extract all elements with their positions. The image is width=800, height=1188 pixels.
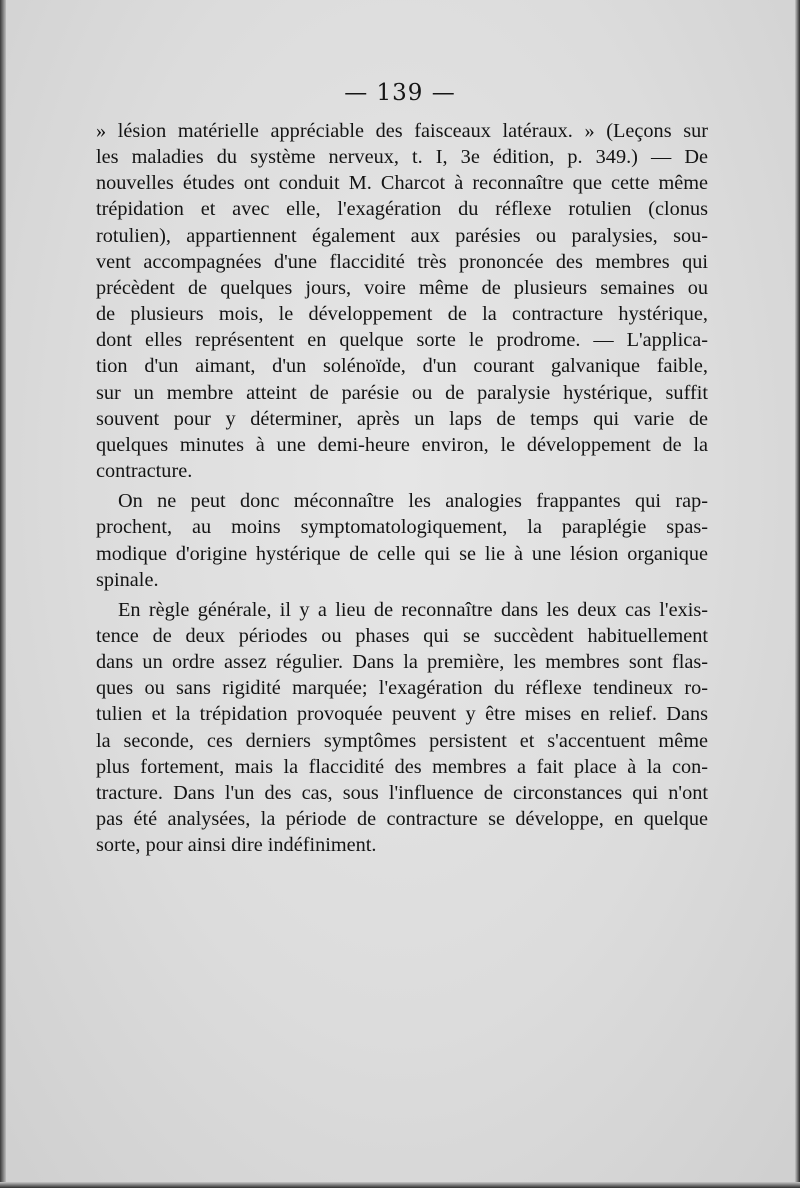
text-line: spinale. — [96, 568, 159, 591]
page-edge-right — [795, 0, 800, 1188]
page-edge-left — [0, 0, 6, 1188]
page-edge-bottom — [0, 1182, 800, 1188]
text-line: pas été analysées, la période de contracture se développe, en quelque — [96, 808, 708, 831]
text-line: plus fortement, mais la flaccidité des membres a fait place à la con- — [96, 755, 708, 778]
text-line: nouvelles études ont conduit M. Charcot à reconnaître que cette même — [96, 172, 708, 195]
text-line: les maladies du système nerveux, t. I, 3e édition, p. 349.) — De — [96, 146, 708, 169]
text-line: modique d'origine hystérique de celle qui se lie à une lésion organique — [96, 542, 708, 565]
text-line: précèdent de quelques jours, voire même de plusieurs semaines ou — [96, 276, 708, 299]
text-line: sorte, pour ainsi dire indéfiniment. — [96, 834, 377, 857]
text-line: la seconde, ces derniers symptômes persistent et s'accentuent même — [96, 729, 708, 752]
text-line: dont elles représentent en quelque sorte le prodrome. — L'applica- — [96, 329, 708, 352]
text-line: sur un membre atteint de parésie ou de paralysie hystérique, suffit — [96, 381, 708, 404]
text-line: contracture. — [96, 460, 193, 483]
text-line: ques ou sans rigidité marquée; l'exagération du réflexe tendineux ro- — [96, 677, 708, 700]
paragraph-2 — [96, 488, 708, 593]
text-line: vent accompagnées d'une flaccidité très prononcée des membres qui — [96, 250, 708, 273]
text-line: souvent pour y déterminer, après un laps de temps qui varie de — [96, 407, 708, 430]
text-line: tion d'un aimant, d'un solénoïde, d'un courant galvanique faible, — [96, 355, 708, 378]
text-line: » lésion matérielle appréciable des faisceaux latéraux. » (Leçons sur — [96, 120, 708, 142]
text-line: dans un ordre assez régulier. Dans la première, les membres sont flas- — [96, 651, 708, 674]
text-line: En règle générale, il y a lieu de reconnaître dans les deux cas l'exis- — [118, 598, 708, 621]
text-line: tulien et la trépidation provoquée peuvent y être mises en relief. Dans — [96, 703, 708, 726]
page-number: — 139 — — [344, 80, 456, 106]
text-line: de plusieurs mois, le développement de la contracture hystérique, — [96, 303, 708, 326]
text-line: tracture. Dans l'un des cas, sous l'influence de circonstances qui n'ont — [96, 781, 708, 804]
text-line: prochent, au moins symptomatologiquement, la paraplégie spas- — [96, 516, 708, 539]
text-line: rotulien), appartiennent également aux parésies ou paralysies, sou- — [96, 224, 708, 247]
paragraph-1 — [96, 118, 708, 484]
paragraph-3 — [96, 597, 708, 859]
text-line: trépidation et avec elle, l'exagération du réflexe rotulien (clonus — [96, 198, 708, 221]
text-line: On ne peut donc méconnaître les analogies frappantes qui rap- — [118, 490, 708, 513]
text-line: quelques minutes à une demi-heure environ, le développement de la — [96, 433, 708, 456]
body-text — [96, 118, 708, 858]
text-line: tence de deux périodes ou phases qui se succèdent habituellement — [96, 624, 708, 647]
